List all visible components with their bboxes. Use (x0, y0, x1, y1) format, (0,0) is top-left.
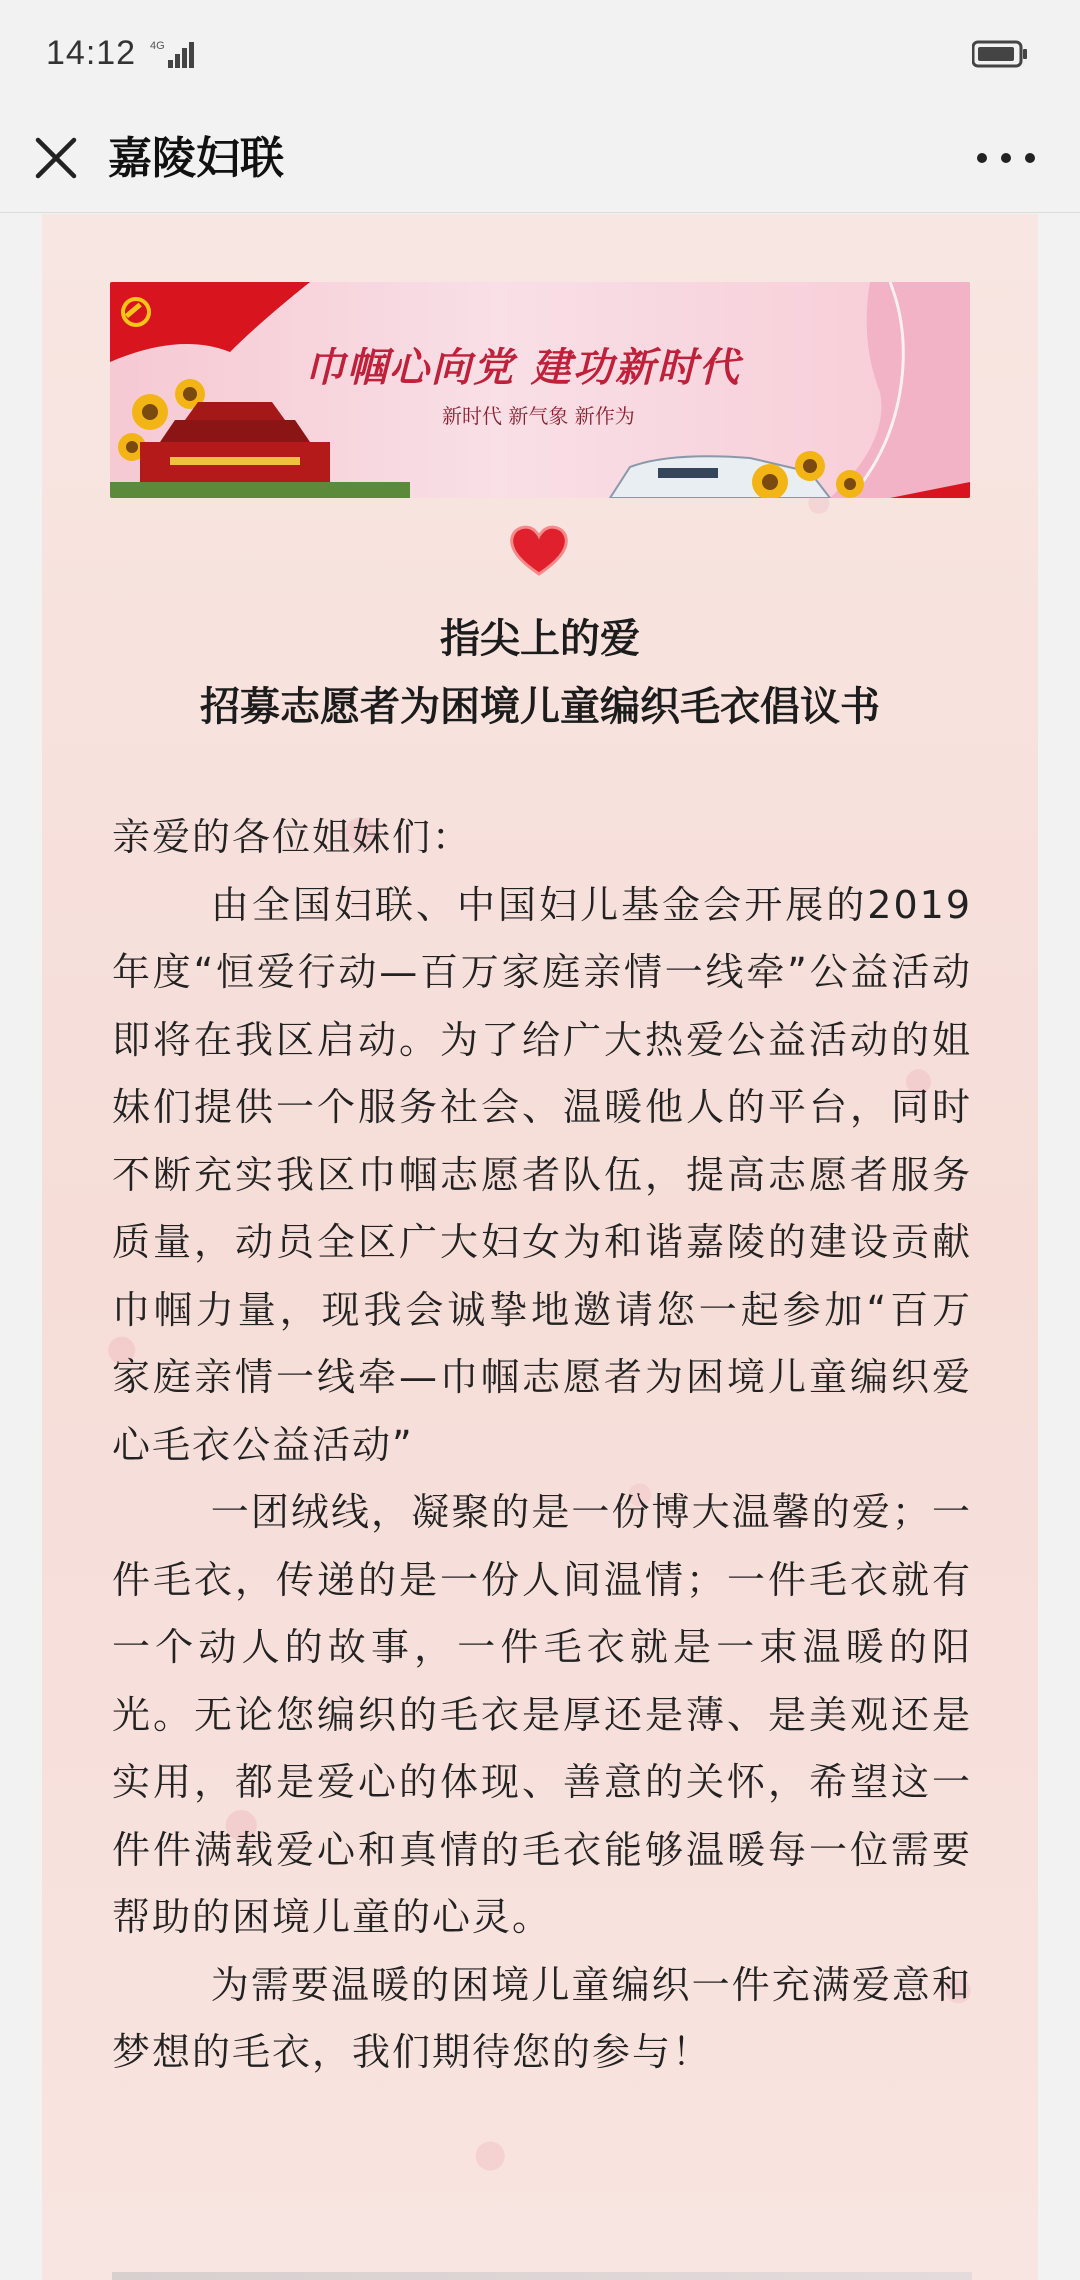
paragraph-3: 为需要温暖的困境儿童编织一件充满爱意和梦想的毛衣，我们期待您的参与！ (112, 1962, 972, 2074)
paragraph-1: 由全国妇联、中国妇儿基金会开展的2019年度“恒爱行动—百万家庭亲情一线牵”公益活动即将在我区启动。为了给广大热爱公益活动的姐妹们提供一个服务社会、温暖他人的平台，同时不断充实我区巾帼志愿者队伍，提高志愿者服务质量，动员全区广大妇女为和谐嘉陵的建设贡献巾帼力量，现我会诚挚地邀请您一起参加“百万家庭亲情一线牵—巾帼志愿者为困境儿童编织爱心毛衣公益活动” (112, 882, 972, 1467)
bottom-divider (112, 2272, 972, 2280)
more-options-icon[interactable] (970, 132, 1042, 184)
signal-icon (150, 38, 198, 70)
paragraph-2: 一团绒线，凝聚的是一份博大温馨的爱；一件毛衣，传递的是一份人间温情；一件毛衣就有一个动人的故事，一件毛衣就是一束温暖的阳光。无论您编织的毛衣是厚还是薄、是美观还是实用，都是爱心的体现、善意的关怀，希望这一件件满载爱心和真情的毛衣能够温暖每一位需要帮助的困境儿童的心灵。 (112, 1490, 972, 1939)
banner-title: 巾帼心向党 建功新时代 (305, 344, 741, 391)
battery-icon (972, 40, 1028, 68)
status-bar (0, 0, 1080, 110)
article-banner (110, 282, 970, 498)
article-title-line1: 指尖上的爱 (440, 616, 640, 662)
article-page (42, 214, 1038, 2280)
greeting: 亲爱的各位姐妹们： (112, 815, 473, 859)
article-body (112, 804, 972, 2087)
network-type: 4G (150, 40, 165, 52)
heart-icon (508, 522, 570, 578)
nav-bar (0, 110, 1080, 213)
banner-subtitle: 新时代 新气象 新作为 (442, 404, 635, 428)
close-icon[interactable] (28, 130, 84, 186)
article-title-line2: 招募志愿者为困境儿童编织毛衣倡议书 (200, 684, 880, 730)
page-title: 嘉陵妇联 (108, 133, 284, 184)
status-time: 14:12 (46, 34, 137, 72)
